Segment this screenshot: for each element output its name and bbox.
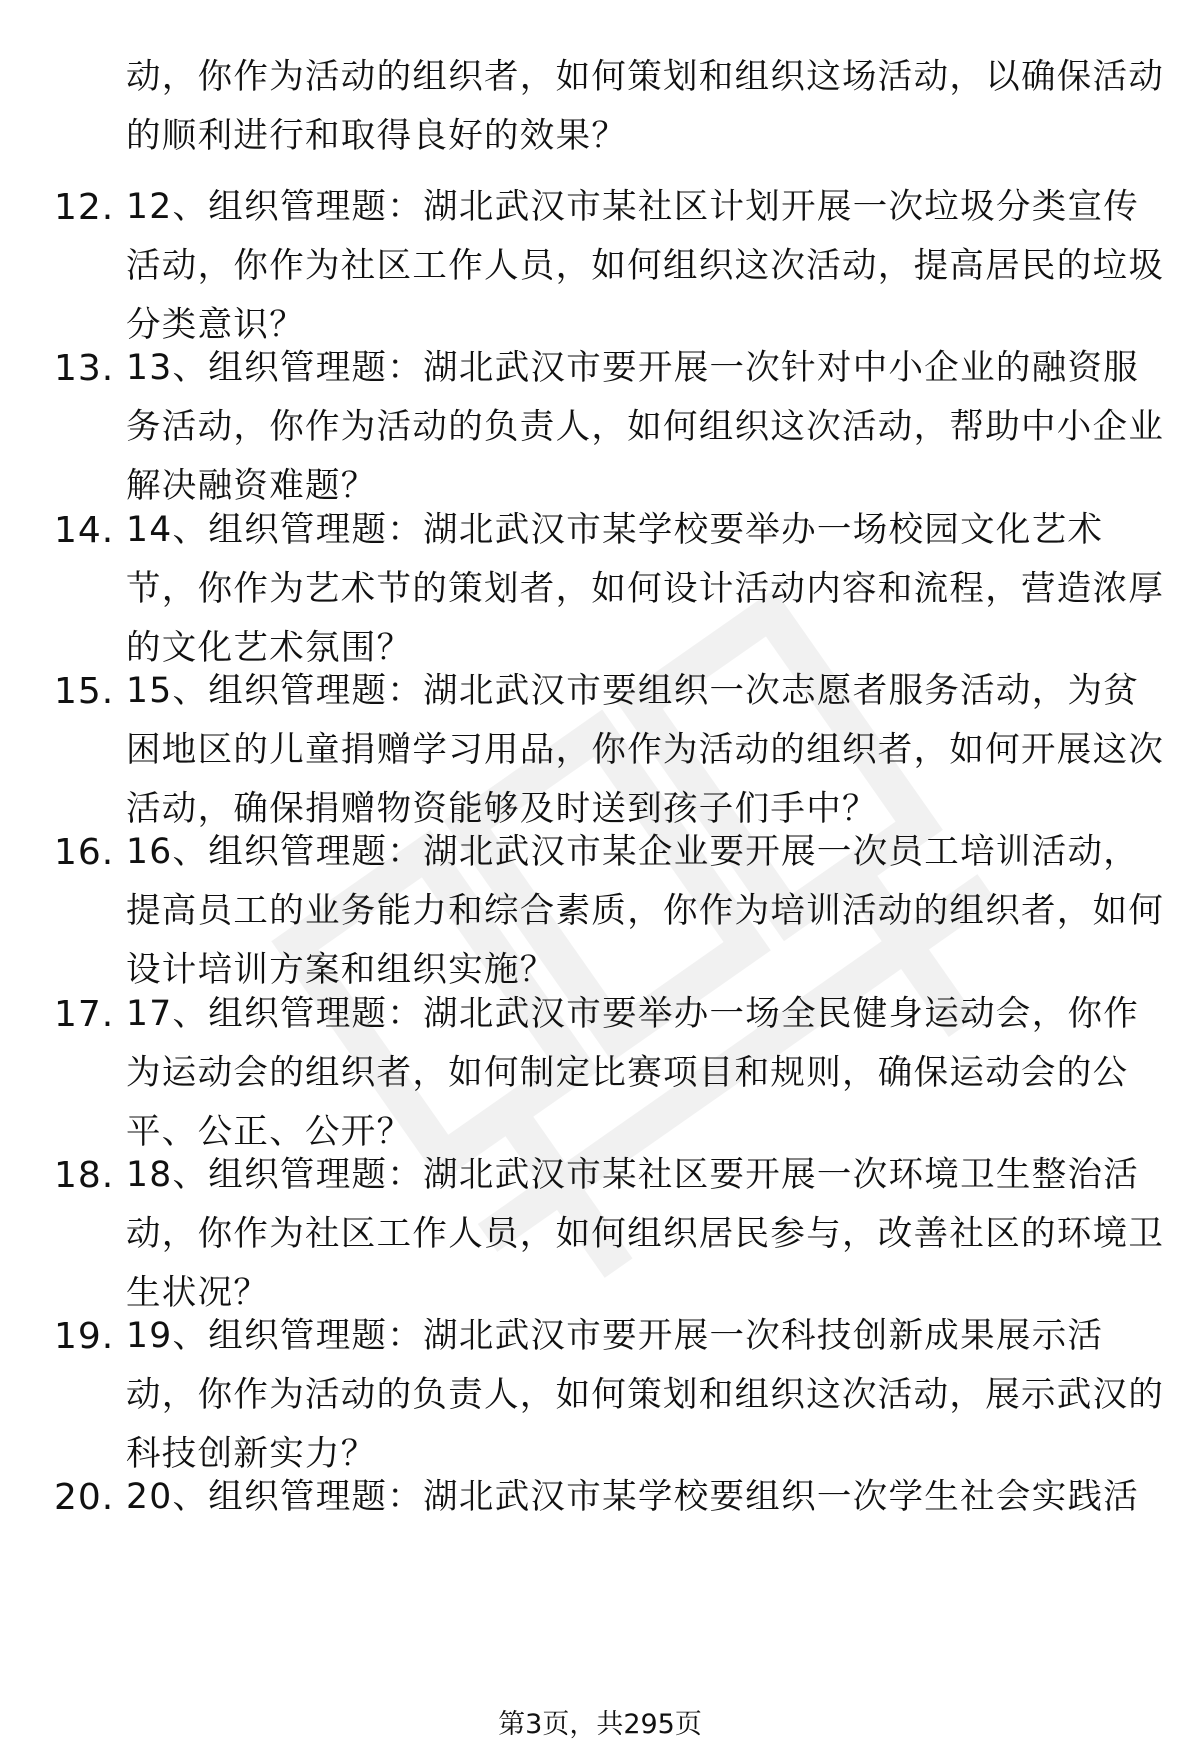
list-item-number: 18. (54, 1155, 115, 1196)
list-item-number: 13. (54, 348, 115, 389)
list-item-text: 12、组织管理题：湖北武汉市某社区计划开展一次垃圾分类宣传活动，你作为社区工作人员，如何组织这次活动，提高居民的垃圾分类意识？ (126, 187, 1165, 345)
page-footer: 第3页，共295页 (498, 1709, 702, 1740)
list-item-number: 20. (54, 1477, 115, 1518)
list-item-text: 20、组织管理题：湖北武汉市某学校要组织一次学生社会实践活 (126, 1477, 1140, 1517)
list-item-number: 15. (54, 671, 115, 712)
continuation-text: 动，你作为活动的组织者，如何策划和组织这场活动，以确保活动的顺利进行和取得良好的效果？ (126, 57, 1165, 156)
list-item-text: 13、组织管理题：湖北武汉市要开展一次针对中小企业的融资服务活动，你作为活动的负责人，如何组织这次活动，帮助中小企业解决融资难题？ (126, 348, 1165, 506)
list-item-text: 14、组织管理题：湖北武汉市某学校要举办一场校园文化艺术节，你作为艺术节的策划者，如何设计活动内容和流程，营造浓厚的文化艺术氛围？ (126, 510, 1165, 668)
list-item-text: 19、组织管理题：湖北武汉市要开展一次科技创新成果展示活动，你作为活动的负责人，如何策划和组织这次活动，展示武汉的科技创新实力？ (126, 1316, 1165, 1474)
list-item-number: 14. (54, 510, 115, 551)
list-item-number: 19. (54, 1316, 115, 1357)
list-item-text: 17、组织管理题：湖北武汉市要举办一场全民健身运动会，你作为运动会的组织者，如何制定比赛项目和规则，确保运动会的公平、公正、公开？ (126, 994, 1140, 1152)
list-item-number: 12. (54, 187, 115, 228)
list-item-text: 18、组织管理题：湖北武汉市某社区要开展一次环境卫生整治活动，你作为社区工作人员，如何组织居民参与，改善社区的环境卫生状况？ (126, 1155, 1165, 1313)
list-item-text: 15、组织管理题：湖北武汉市要组织一次志愿者服务活动，为贫困地区的儿童捐赠学习用品，你作为活动的组织者，如何开展这次活动，确保捐赠物资能够及时送到孩子们手中？ (126, 671, 1165, 829)
list-item-number: 17. (54, 994, 115, 1035)
list-item-text: 16、组织管理题：湖北武汉市某企业要开展一次员工培训活动，提高员工的业务能力和综合素质，你作为培训活动的组织者，如何设计培训方案和组织实施？ (126, 832, 1165, 990)
list-item-number: 16. (54, 832, 115, 873)
